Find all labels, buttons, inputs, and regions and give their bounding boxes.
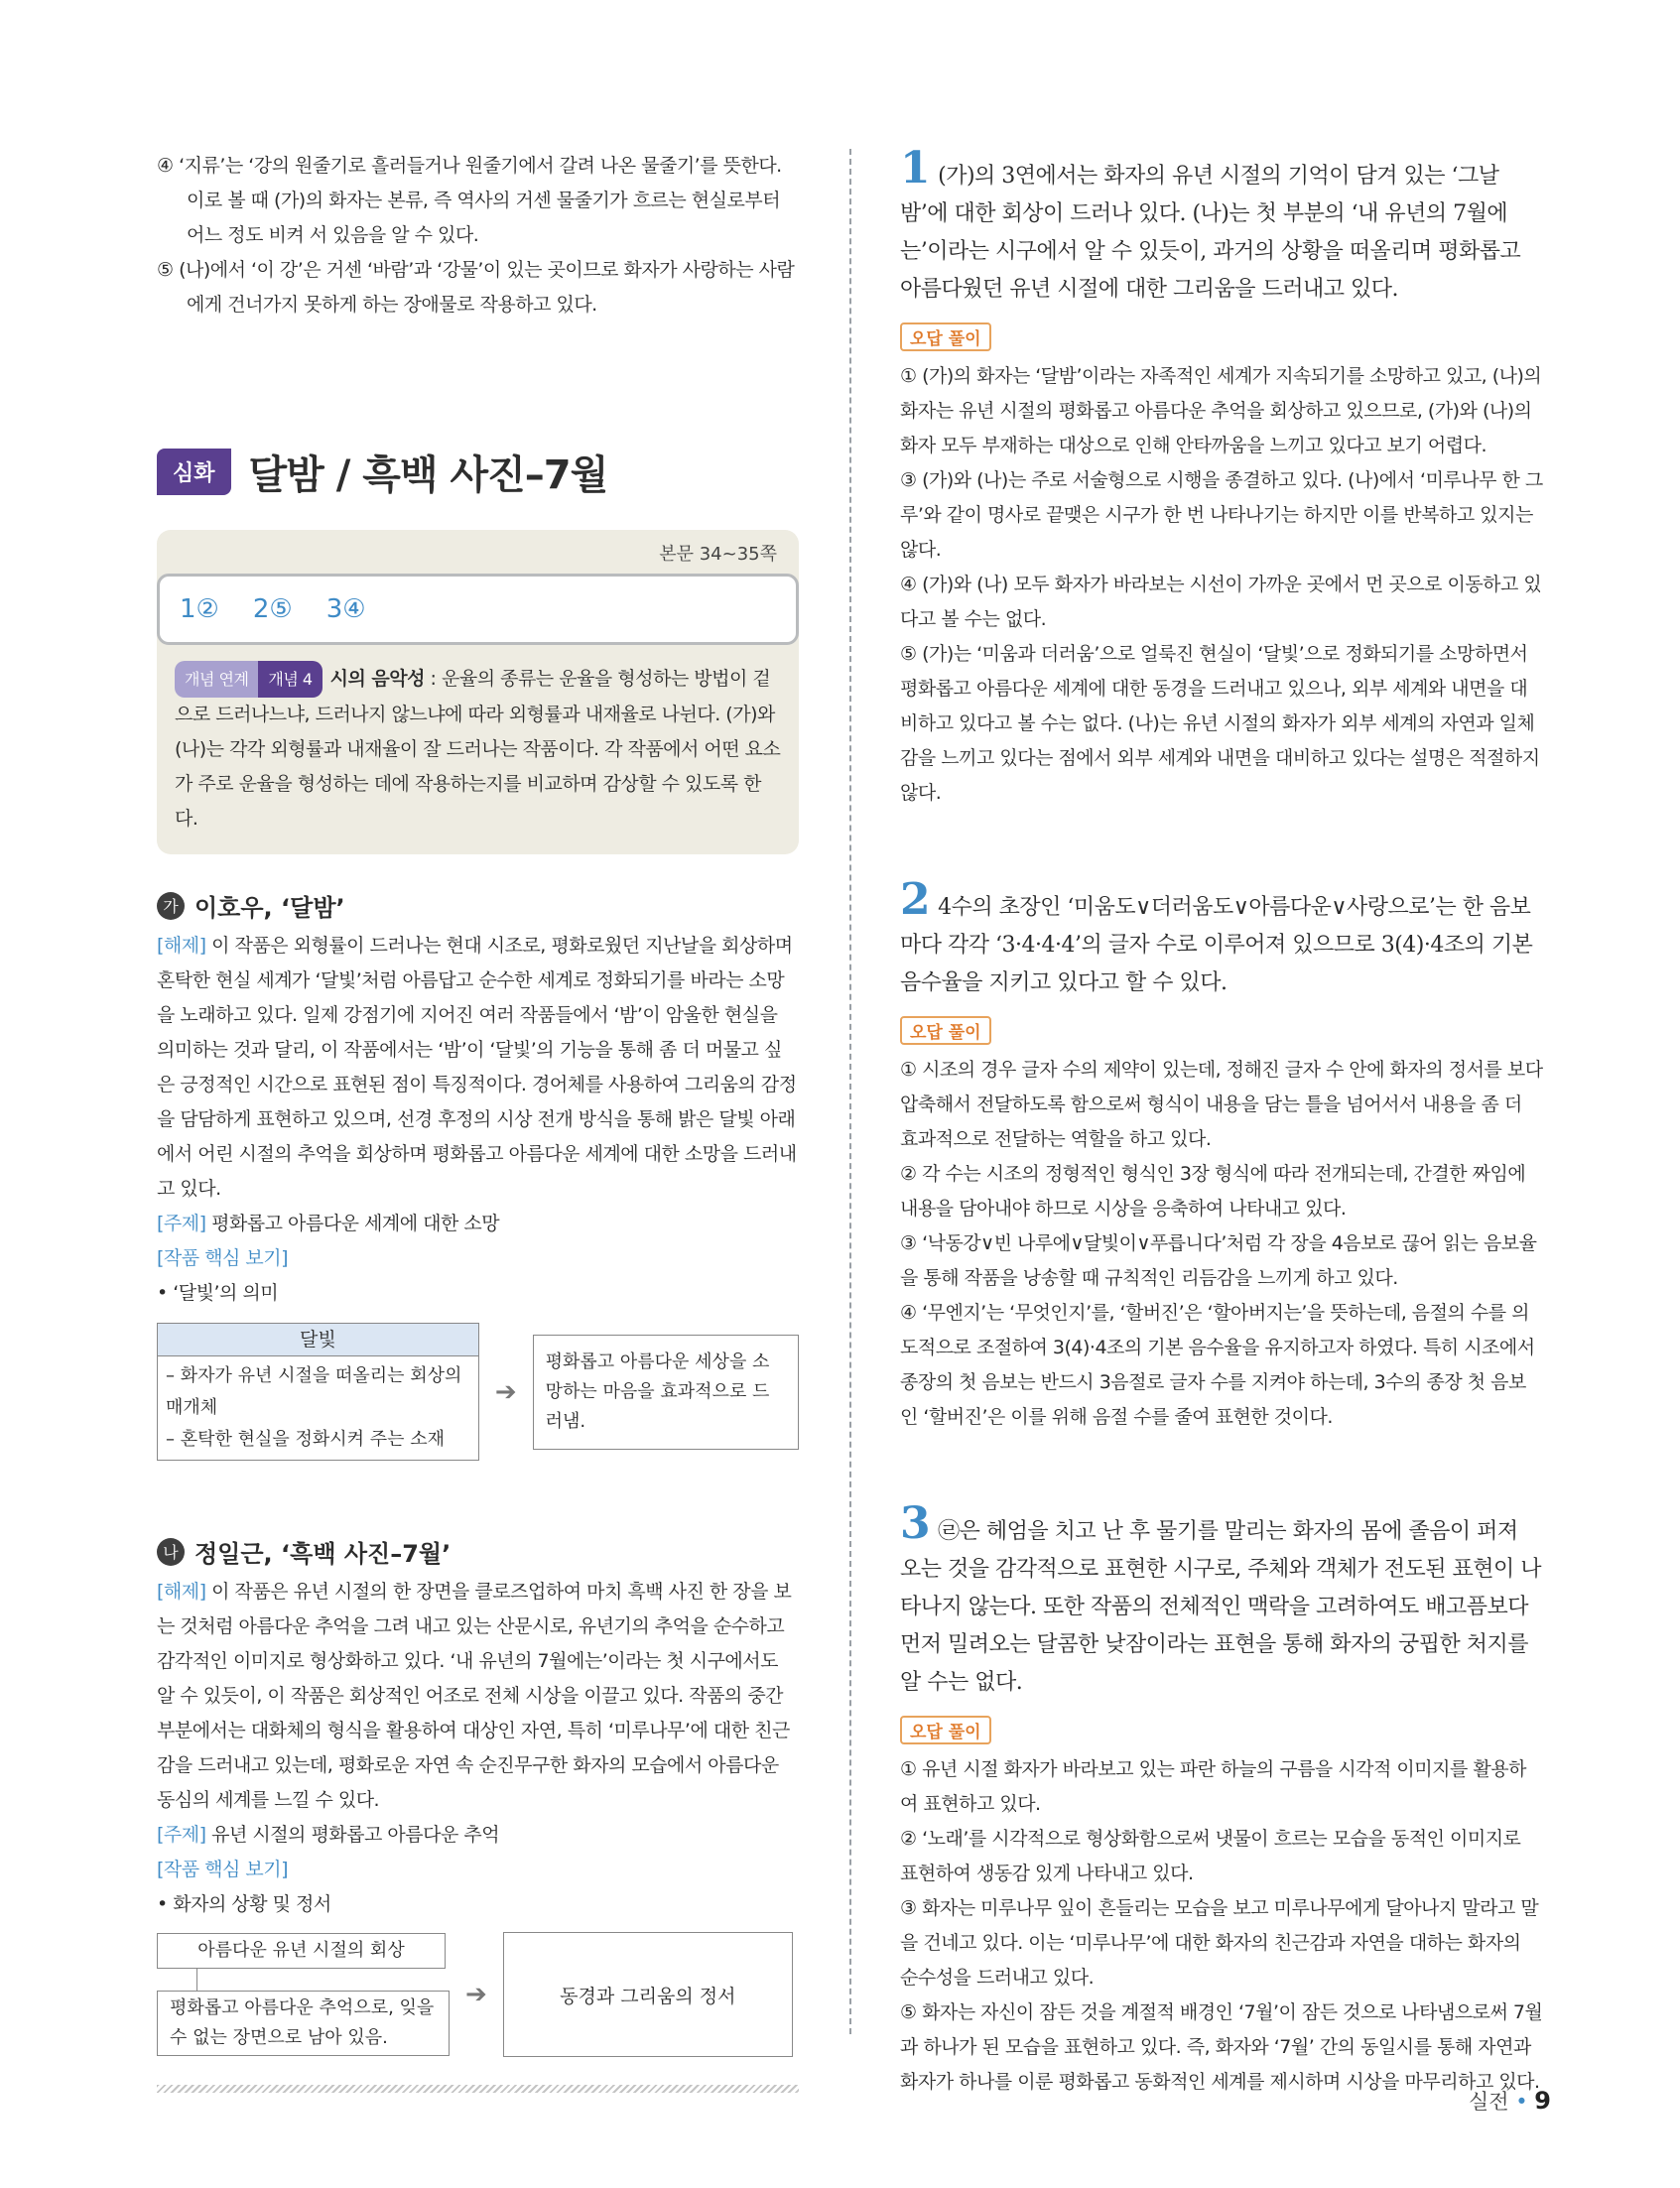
concept-title: 시의 음악성 [329,668,425,690]
section-header [157,444,799,500]
arrow-right-icon: ➔ [465,1980,487,2009]
page-footer [1469,2086,1551,2116]
work-b-diagram [157,1932,799,2057]
emotion-result-box: 동경과 그리움의 정서 [503,1932,793,2057]
work-a-core-point: • ‘달빛’의 의미 [157,1282,279,1304]
work-a-theme [157,1207,799,1241]
wrong-item: ③ 화자는 미루나무 잎이 흔들리는 모습을 보고 미루나무에게 달아나지 말라고 말을 건네고 있다. 이는 ‘미루나무’에 대한 화자의 친근감과 자연을 대하는 화자의 순수성을 드러내고 있다. [900,1897,1539,1989]
answer-1: 1② [180,594,219,624]
question-1 [900,143,1543,811]
work-b-commentary [157,1575,799,1818]
commentary-text: 이 작품은 외형률이 드러나는 현대 시조로, 평화로웠던 지난날을 회상하며 혼탁한 현실 세계가 ‘달빛’처럼 아름답고 순수한 세계로 정화되기를 바라는 소망을 노래하고 있다. 일제 강점기에 지어진 여러 작품들에서 ‘밤’이 암울한 현실을 의미하는 것과 달리, 이 작품에서는 ‘밤’이 ‘달빛’의 기능을 통해 좀 더 머물고 싶은 긍정적인 시간으로 표현된 점이 특징적이다. 경어체를 사용하여 그리움의 감정을 담담하게 표현하고 있으며, 선경 후정의 시상 전개 방식을 통해 밝은 달빛 아래에서 어린 시절의 추억을 회상하며 평화롭고 아름다운 세계에 대한 소망을 드러내고 있다. [157,935,797,1200]
column-divider [849,149,851,2034]
wrong-item: ③ (가)와 (나)는 주로 서술형으로 시행을 종결하고 있다. (나)에서 ‘미루나무 한 그루’와 같이 명사로 끝맺은 시구가 한 번 나타나기는 하지만 이를 반복하고 있지는 않다. [900,469,1543,561]
question-explanation: (가)의 3연에서는 화자의 유년 시절의 기억이 담겨 있는 ‘그날 밤’에 대한 회상이 드러나 있다. (나)는 첫 부분의 ‘내 유년의 7월에는’이라는 시구에서 알 수 있듯이, 과거의 상황을 떠올리며 평화롭고 아름다웠던 유년 시절에 대한 그리움을 드러내고 있다. [900,164,1521,302]
wrong-answer-label: 오답 풀이 [900,322,991,351]
section-title: 달밤 / 흑백 사진–7월 [248,452,608,498]
work-b-theme [157,1818,799,1853]
wrong-item: ③ ‘낙동강∨빈 나루에∨달빛이∨푸릅니다’처럼 각 장을 4음보로 끊어 읽는 음보율을 통해 작품을 낭송할 때 규칙적인 리듬감을 느끼게 하고 있다. [900,1232,1537,1289]
wrong-item: ④ ‘무엔지’는 ‘무엇인지’를, ‘할버진’은 ‘할아버지는’을 뜻하는데, 음절의 수를 의도적으로 조절하여 3(4)·4조의 기본 음수율을 유지하고자 하였다. 특히 시조에서 종장의 첫 음보는 반드시 3음절로 글자 수를 지켜야 하는데, 3수의 종장 첫 음보인 ‘할버진’은 이를 위해 음절 수를 줄여 표현한 것이다. [900,1302,1535,1428]
wrong-item: ⑤ (가)는 ‘미움과 더러움’으로 얼룩진 현실이 ‘달빛’으로 정화되기를 소망하면서 평화롭고 아름다운 세계에 대한 동경을 드러내고 있으나, 외부 세계와 내면을 대비하고 있다고 볼 수는 없다. (나)는 유년 시절의 화자가 외부 세계의 자연과 일체감을 느끼고 있다는 점에서 외부 세계와 내면을 대비하고 있다는 설명은 적절하지 않다. [900,643,1540,804]
question-number: 2 [900,874,931,925]
intro-item-5: ⑤ (나)에서 ‘이 강’은 거센 ‘바람’과 ‘강물’이 있는 곳이므로 화자가 사랑하는 사람에게 건너가지 못하게 하는 장애물로 작용하고 있다. [157,259,795,316]
question-explanation: 4수의 초장인 ‘미움도∨더러움도∨아름다운∨사랑으로’는 한 음보마다 각각 ‘3·4·4·4’의 글자 수로 이루어져 있으므로 3(4)·4조의 기본 음수율을 지키고 있다고 할 수 있다. [900,895,1533,995]
question-number: 3 [900,1498,931,1549]
section-end-stripe [157,2085,799,2093]
wrong-answer-label: 오답 풀이 [900,1016,991,1045]
answer-box [157,574,799,645]
concept-tag-link: 개념 연계 [175,661,258,698]
wrong-item: ② 각 수는 시조의 정형적인 형식인 3장 형식에 따라 전개되는데, 간결한 짜임에 내용을 담아내야 하므로 시상을 응축하여 나타내고 있다. [900,1163,1526,1220]
concept-note [157,645,799,837]
theme-text: 유년 시절의 평화롭고 아름다운 추억 [211,1824,500,1846]
work-b-title: 정일근, ‘흑백 사진–7월’ [194,1540,452,1568]
wrong-answer-label: 오답 풀이 [900,1716,991,1744]
commentary-text: 이 작품은 유년 시절의 한 장면을 클로즈업하여 마치 흑백 사진 한 장을 보는 것처럼 아름다운 추억을 그려 내고 있는 산문시로, 유년기의 추억을 순수하고 감각적인 이미지로 형상화하고 있다. ‘내 유년의 7월에는’이라는 첫 시구에서도 알 수 있듯이, 이 작품은 회상적인 어조로 전체 시상을 이끌고 있다. 작품의 중간 부분에서는 대화체의 형식을 활용하여 대상인 자연, 특히 ‘미루나무’에 대한 친근감을 드러내고 있는데, 평화로운 자연 속 순진무구한 화자의 모습에서 아름다운 동심의 세계를 느낄 수 있다. [157,1581,792,1811]
right-column [900,143,1543,2100]
recollection-box: 아름다운 유년 시절의 회상 [157,1933,446,1969]
work-b-mark: 나 [157,1538,185,1566]
work-a-core-label: [작품 핵심 보기] [157,1247,289,1269]
page-reference: 본문 34~35쪽 [659,544,777,565]
wrong-item: ④ (가)와 (나) 모두 화자가 바라보는 시선이 가까운 곳에서 먼 곳으로 이동하고 있다고 볼 수는 없다. [900,574,1542,630]
footer-label: 실전 [1468,2090,1509,2114]
wrong-item: ① 유년 시절 화자가 바라보고 있는 파란 하늘의 구름을 시각적 이미지를 활용하여 표현하고 있다. [900,1758,1526,1815]
work-b-header [157,1534,799,1569]
wrong-item: ① 시조의 경우 글자 수의 제약이 있는데, 정해진 글자 수 안에 화자의 정서를 보다 압축해서 전달하도록 함으로써 형식이 내용을 담는 틀을 넘어서서 내용을 좀 더 효과적으로 전달하는 역할을 하고 있다. [900,1059,1543,1150]
left-column [157,149,799,2093]
label-commentary: [해제] [157,1581,206,1603]
question-3 [900,1498,1543,2100]
moonlight-box-head: 달빛 [158,1324,478,1356]
concept-text: : 운율의 종류는 운율을 형성하는 방법이 겉으로 드러나느냐, 드러나지 않느냐에 따라 외형률과 내재율로 나뉜다. (가)와 (나)는 각각 외형률과 내재율이 잘 드러나는 작품이다. 각 작품에서 어떤 요소가 주로 운율을 형성하는 데에 작용하는지를 비교하며 감상할 수 있도록 한다. [175,668,781,830]
concept-tag-number: 개념 4 [258,661,322,698]
arrow-right-icon: ➔ [494,1376,517,1407]
work-a-commentary [157,929,799,1207]
answer-panel [157,530,799,854]
work-a-header [157,888,799,923]
moonlight-result-box: 평화롭고 아름다운 세상을 소망하는 마음을 효과적으로 드러냄. [533,1335,799,1450]
theme-text: 평화롭고 아름다운 세계에 대한 소망 [211,1213,500,1234]
wrong-item: ② ‘노래’를 시각적으로 형상화함으로써 냇물이 흐르는 모습을 동적인 이미지로 표현하여 생동감 있게 나타내고 있다. [900,1828,1521,1884]
section-badge: 심화 [157,449,231,495]
intro-item-4: ④ ‘지류’는 ‘강의 원줄기로 흘러들거나 원줄기에서 갈려 나온 물줄기’를 뜻한다. 이로 볼 때 (가)의 화자는 본류, 즉 역사의 거센 물줄기가 흐르는 현실로부터 어느 정도 비켜 서 있음을 알 수 있다. [157,155,782,246]
work-b-core-point: • 화자의 상황 및 정서 [157,1893,331,1915]
wrong-item: ① (가)의 화자는 ‘달밤’이라는 자족적인 세계가 지속되기를 소망하고 있고, (나)의 화자는 유년 시절의 평화롭고 아름다운 추억을 회상하고 있으므로, (가)와 (나)의 화자 모두 부재하는 대상으로 인해 안타까움을 느끼고 있다고 보기 어렵다. [900,365,1542,456]
work-a-title: 이호우, ‘달밤’ [194,894,345,922]
memory-box: 평화롭고 아름다운 추억으로, 잊을 수 없는 장면으로 남아 있음. [157,1991,450,2056]
wrong-item: ⑤ 화자는 자신이 잠든 것을 계절적 배경인 ‘7월’이 잠든 것으로 나타냄으로써 7월과 하나가 된 모습을 표현하고 있다. 즉, 화자와 ‘7월’ 간의 동일시를 통해 자연과 화자가 하나를 이룬 평화롭고 동화적인 세계를 제시하며 시상을 마무리하고 있다. [900,2001,1543,2093]
moonlight-item: – 화자가 유년 시절을 떠올리는 회상의 매개체 [166,1365,462,1418]
page-number: 9 [1534,2087,1551,2115]
label-theme: [주제] [157,1824,206,1846]
label-commentary: [해제] [157,935,206,957]
answer-2: 2⑤ [252,594,293,624]
work-a-mark: 가 [157,892,185,920]
question-number: 1 [900,143,931,193]
label-theme: [주제] [157,1213,206,1234]
answer-3: 3④ [325,594,366,624]
question-2 [900,874,1543,1435]
moonlight-box [157,1323,479,1461]
question-explanation: ㉣은 헤엄을 치고 난 후 물기를 말리는 화자의 몸에 졸음이 퍼져 오는 것을 감각적으로 표현한 시구로, 주체와 객체가 전도된 표현이 나타나지 않는다. 또한 작품의 전체적인 맥락을 고려하여도 배고픔보다 먼저 밀려오는 달콤한 낮잠이라는 표현을 통해 화자의 궁핍한 처지를 알 수는 없다. [900,1519,1541,1695]
moonlight-item: – 혼탁한 현실을 정화시켜 주는 소재 [166,1429,446,1450]
work-b-core-label: [작품 핵심 보기] [157,1859,289,1880]
work-a-diagram [157,1323,799,1461]
footer-separator: • [1515,2090,1528,2114]
